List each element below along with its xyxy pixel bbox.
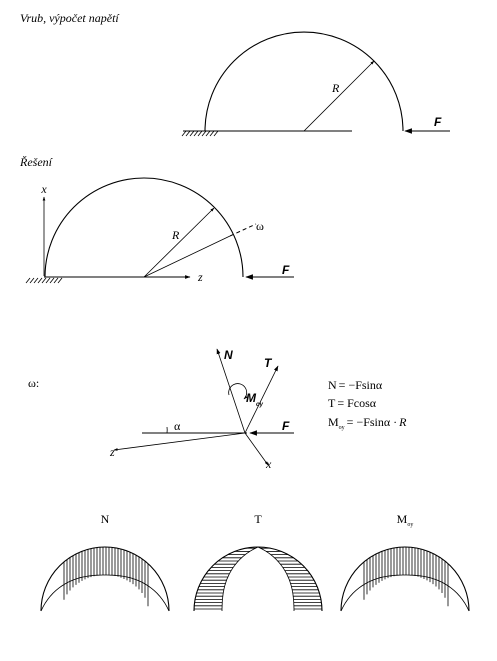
equation-T: T = Fcosα <box>328 396 377 410</box>
equations <box>328 378 407 431</box>
radius-label: R <box>172 228 180 242</box>
moment-label: $M_{oy}$ <box>246 391 264 408</box>
notch-arc <box>45 178 243 277</box>
section-detail-label: ω: <box>28 376 40 390</box>
arc-outer <box>341 547 469 611</box>
arc-inner <box>222 547 294 611</box>
ground-hatch <box>182 131 218 136</box>
section-free-body <box>109 348 294 471</box>
x-local-label: x <box>266 457 272 471</box>
diagram-T-label: T <box>254 512 262 526</box>
solution-figure <box>26 178 294 284</box>
problem-title: Vrub, výpočet napětí <box>20 11 119 25</box>
z-local-axis <box>114 433 245 450</box>
z-local-label: z <box>110 445 115 459</box>
z-axis-label: z <box>198 270 203 284</box>
equation-N: N = −Fsinα <box>328 378 383 392</box>
problem-figure <box>182 32 450 136</box>
bending-moment-diagram <box>341 547 469 611</box>
notch-arc <box>205 32 403 131</box>
force-label: F <box>434 115 442 129</box>
ground-hatch <box>26 278 62 283</box>
radius-line <box>144 208 214 277</box>
diagram-M-label: $M_{oy}$ <box>396 512 414 528</box>
radius-line <box>304 61 374 131</box>
F-label: F <box>282 419 290 433</box>
force-label: F <box>282 263 290 277</box>
N-label: N <box>224 348 233 362</box>
solution-heading: Řešení <box>20 155 52 169</box>
radius-label: R <box>332 81 340 95</box>
arc-outer <box>194 547 322 611</box>
x-axis-label: x <box>41 182 47 196</box>
x-local-axis <box>245 433 268 465</box>
section-label: ω <box>256 219 264 233</box>
section-line-dashed <box>230 224 256 236</box>
shear-force-diagram <box>194 547 322 611</box>
arc-inner <box>341 575 469 611</box>
diagram-N-label: N <box>100 512 110 526</box>
arc-outer <box>41 547 169 611</box>
normal-force-diagram <box>41 547 169 611</box>
arc-inner <box>41 575 169 611</box>
equation-M: $M_{oy} = -Fsin\alpha \cdot R$ <box>328 415 407 431</box>
section-line <box>144 236 230 277</box>
T-label: T <box>264 356 272 370</box>
alpha-label: α <box>174 419 181 433</box>
